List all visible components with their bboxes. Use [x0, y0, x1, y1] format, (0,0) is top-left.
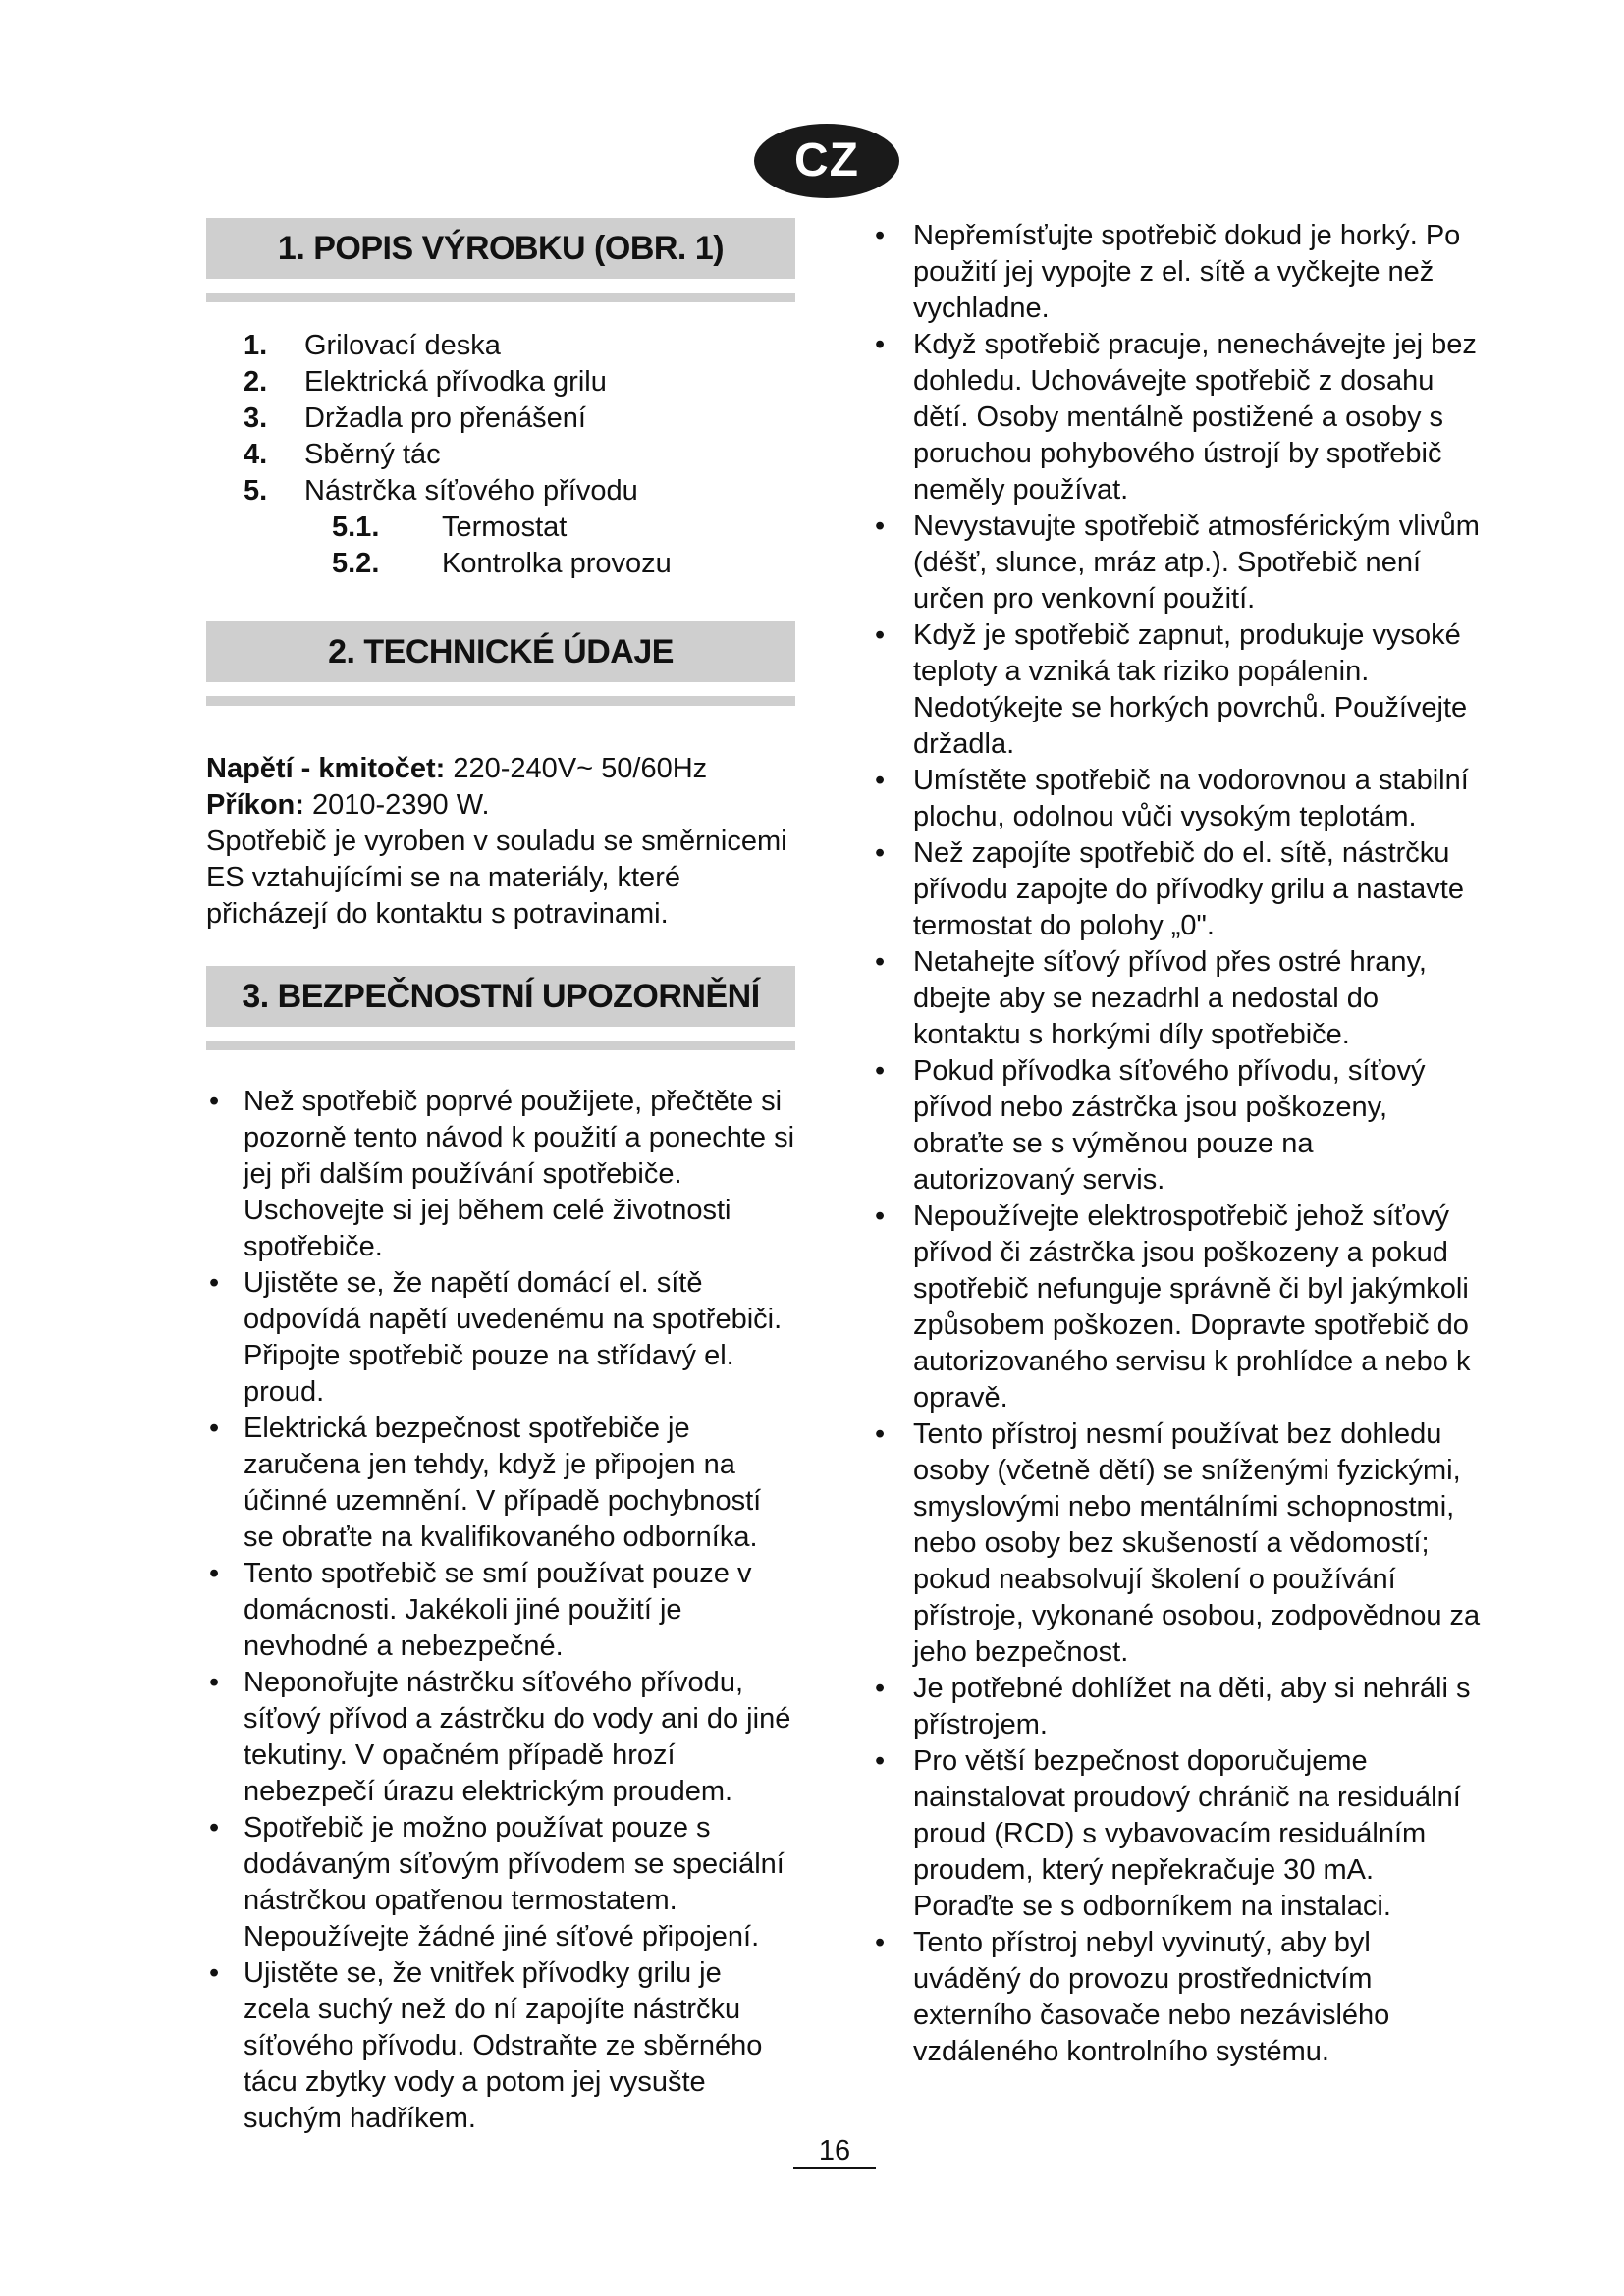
- list-item: • Nepoužívejte elektrospotřebič jehož síťový přívod či zástrčka jsou poškozeny a pokud spotřebič nefunguje správně či byl jakýmkoli způsobem poškozen. Dopravte spotřebič do autorizovaného servisu k prohlídce a nebo k opravě.: [872, 1199, 1481, 1416]
- right-column: [872, 218, 1481, 2070]
- voltage-value: 220-240V~ 50/60Hz: [445, 753, 708, 784]
- item-number: 5.1.: [332, 511, 380, 543]
- list-item: • Neponořujte nástrčku síťového přívodu, síťový přívod a zástrčku do vody ani do jiné tekutiny. V opačném případě hrozí nebezpečí úrazu elektrickým proudem.: [206, 1665, 795, 1810]
- list-item: • Je potřebné dohlížet na děti, aby si nehráli s přístrojem.: [872, 1671, 1481, 1743]
- list-item: [206, 509, 795, 546]
- power-line: [206, 787, 795, 824]
- item-number: 1.: [244, 330, 268, 361]
- item-number: 3.: [244, 402, 268, 434]
- list-item: • Ujistěte se, že vnitřek přívodky grilu je zcela suchý než do ní zapojíte nástrčku síťového přívodu. Odstraňte ze sběrného tácu zbytky vody a potom jej vysušte suchým hadříkem.: [206, 1955, 795, 2137]
- list-item: • Když spotřebič pracuje, nenechávejte jej bez dohledu. Uchovávejte spotřebič z dosahu dětí. Osoby mentálně postižené a osoby s poruchou pohybového ústrojí by spotřebič neměly používat.: [872, 327, 1481, 508]
- list-item: • Elektrická bezpečnost spotřebiče je zaručena jen tehdy, když je připojen na účinné uzemnění. V případě pochybností se obraťte na kvalifikovaného odborníka.: [206, 1411, 795, 1556]
- list-item: [206, 400, 795, 437]
- item-label: Elektrická přívodka grilu: [304, 366, 607, 398]
- list-item: • Tento přístroj nesmí používat bez dohledu osoby (včetně dětí) se sníženými fyzickými, smyslovými nebo mentálními schopnostmi, nebo osoby bez skušeností a vědomostí; pokud neabsolvují školení o používání přístroje, vykonané osobou, zodpovědnou za jeho bezpečnost.: [872, 1416, 1481, 1671]
- list-item: • Umístěte spotřebič na vodorovnou a stabilní plochu, odolnou vůči vysokým teplotám.: [872, 763, 1481, 835]
- power-value: 2010-2390 W.: [303, 789, 490, 821]
- section-divider: [206, 696, 795, 706]
- list-item: [206, 328, 795, 364]
- item-label: Grilovací deska: [304, 330, 501, 361]
- section-divider: [206, 1041, 795, 1050]
- list-item: • Nevystavujte spotřebič atmosférickým vlivům (déšť, slunce, mráz atp.). Spotřebič není určen pro venkovní použití.: [872, 508, 1481, 617]
- list-item: • Tento přístroj nebyl vyvinutý, aby byl uváděný do provozu prostřednictvím externího časovače nebo nezávislého vzdáleného kontrolního systému.: [872, 1925, 1481, 2070]
- list-item: [206, 546, 795, 582]
- item-label: Držadla pro přenášení: [304, 402, 586, 434]
- item-label: Nástrčka síťového přívodu: [304, 475, 638, 507]
- list-item: • Když je spotřebič zapnut, produkuje vysoké teploty a vzniká tak riziko popálenin. Nedotýkejte se horkých povrchů. Používejte držadla.: [872, 617, 1481, 763]
- safety-list-left: [206, 1084, 795, 2137]
- list-item: • Než zapojíte spotřebič do el. sítě, nástrčku přívodu zapojte do přívodky grilu a nastavte termostat do polohy „0".: [872, 835, 1481, 944]
- language-badge: CZ: [754, 124, 899, 198]
- list-item: • Než spotřebič poprvé použijete, přečtěte si pozorně tento návod k použití a ponechte si jej při dalším používání spotřebiče. Uschovejte si jej během celé životnosti spotřebiče.: [206, 1084, 795, 1265]
- voltage-label: Napětí - kmitočet:: [206, 753, 446, 784]
- section-1-title: 1. POPIS VÝROBKU (OBR. 1): [206, 218, 795, 279]
- left-column: [206, 218, 795, 2137]
- parts-list: [206, 328, 795, 582]
- compliance-note: Spotřebič je vyroben v souladu se směrnicemi ES vztahujícími se na materiály, které přicházejí do kontaktu s potravinami.: [206, 826, 787, 930]
- list-item: • Nepřemísťujte spotřebič dokud je horký. Po použití jej vypojte z el. sítě a vyčkejte než vychladne.: [872, 218, 1481, 327]
- item-label: Kontrolka provozu: [442, 548, 672, 579]
- section-divider: [206, 293, 795, 302]
- list-item: • Netahejte síťový přívod přes ostré hrany, dbejte aby se nezadrhl a nedostal do kontaktu s horkými díly spotřebiče.: [872, 944, 1481, 1053]
- item-number: 2.: [244, 366, 268, 398]
- list-item: [206, 364, 795, 400]
- section-3-title: 3. BEZPEČNOSTNÍ UPOZORNĚNÍ: [206, 966, 795, 1027]
- list-item: • Pokud přívodka síťového přívodu, síťový přívod nebo zástrčka jsou poškozeny, obraťte se s výměnou pouze na autorizovaný servis.: [872, 1053, 1481, 1199]
- section-1: [206, 218, 795, 582]
- section-2: [206, 621, 795, 933]
- page-number: 16: [793, 2134, 876, 2169]
- list-item: • Tento spotřebič se smí používat pouze v domácnosti. Jakékoli jiné použití je nevhodné a nebezpečné.: [206, 1556, 795, 1665]
- item-number: 5.: [244, 475, 268, 507]
- item-number: 4.: [244, 439, 268, 470]
- list-item: [206, 473, 795, 509]
- voltage-line: [206, 751, 795, 787]
- item-label: Sběrný tác: [304, 439, 441, 470]
- power-label: Příkon:: [206, 789, 304, 821]
- list-item: • Pro větší bezpečnost doporučujeme nainstalovat proudový chránič na residuální proud (RCD) s vybavovacím residuálním proudem, který nepřekračuje 30 mA. Poraďte se s odborníkem na instalaci.: [872, 1743, 1481, 1925]
- section-2-title: 2. TECHNICKÉ ÚDAJE: [206, 621, 795, 682]
- technical-data: [206, 751, 795, 933]
- item-label: Termostat: [442, 511, 568, 543]
- list-item: [206, 437, 795, 473]
- item-number: 5.2.: [332, 548, 380, 579]
- list-item: • Ujistěte se, že napětí domácí el. sítě odpovídá napětí uvedenému na spotřebiči. Připojte spotřebič pouze na střídavý el. proud.: [206, 1265, 795, 1411]
- section-3: [206, 966, 795, 2137]
- list-item: • Spotřebič je možno používat pouze s dodávaným síťovým přívodem se speciální nástrčkou opatřenou termostatem. Nepoužívejte žádné jiné síťové připojení.: [206, 1810, 795, 1955]
- safety-list-right: [872, 218, 1481, 2070]
